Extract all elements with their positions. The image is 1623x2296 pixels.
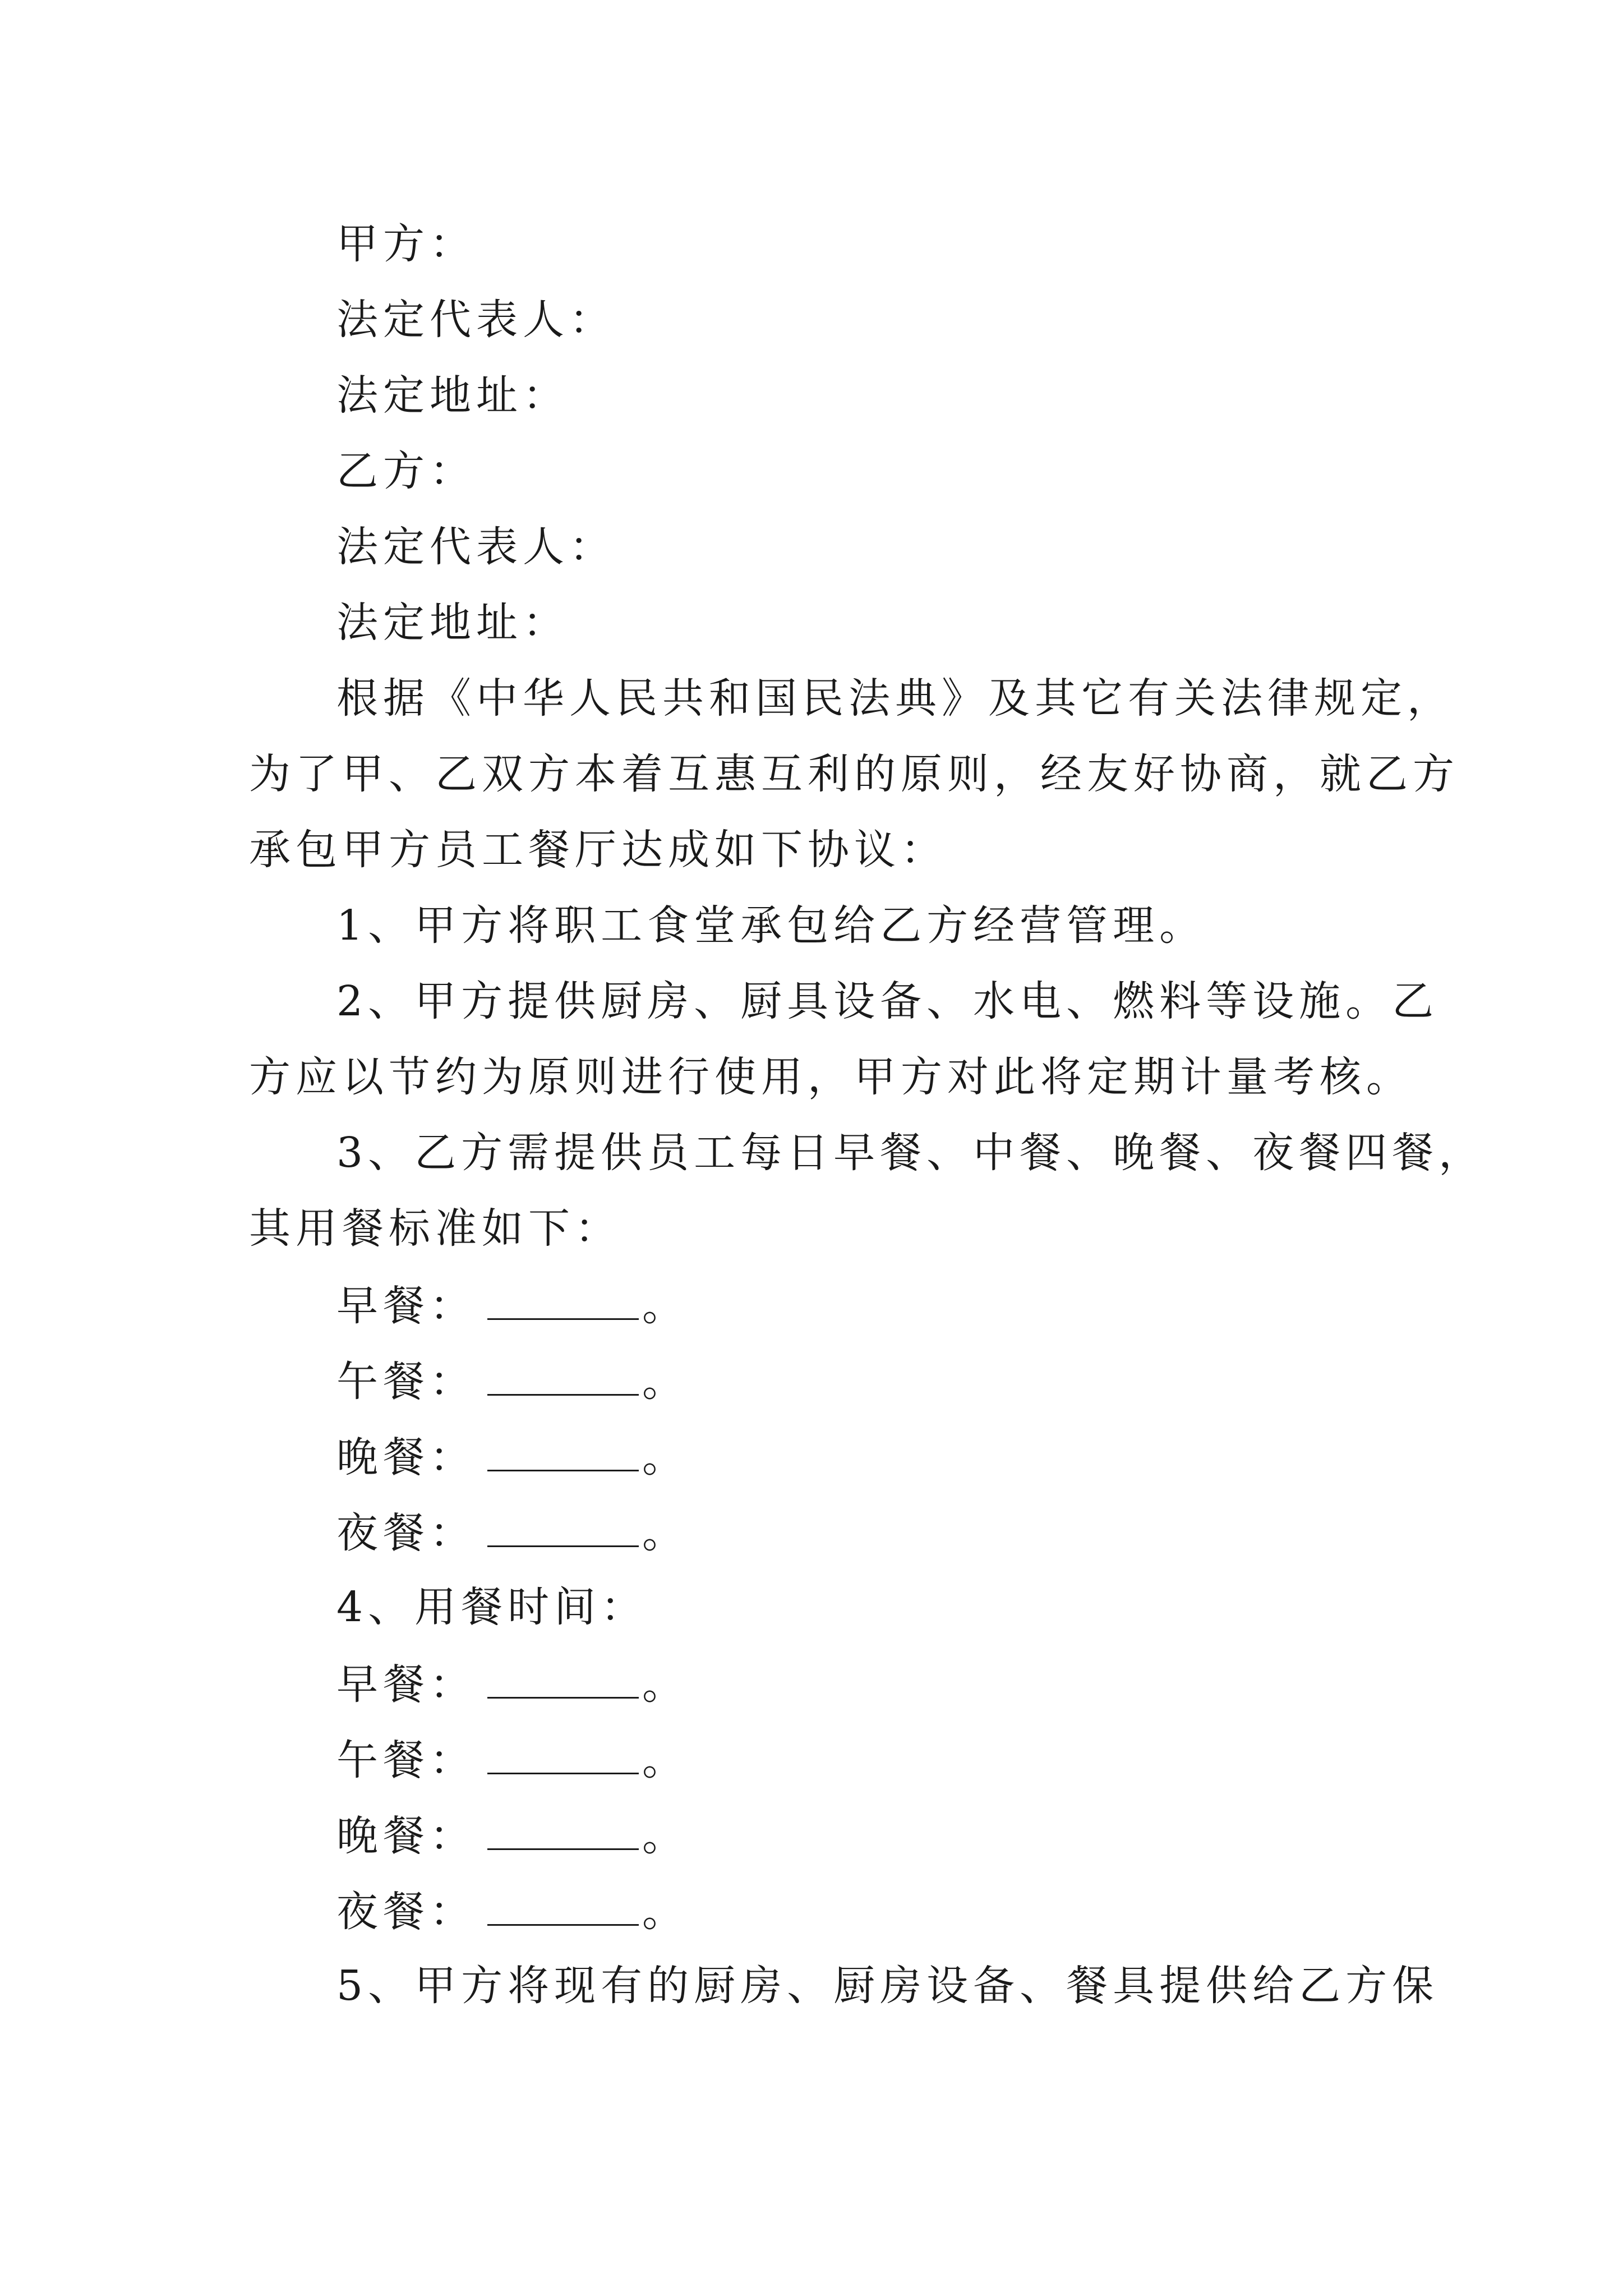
fill-in-blank	[487, 1889, 639, 1926]
preamble-line-2: 为了甲、乙双方本着互惠互利的原则，经友好协商，就乙方	[249, 750, 1459, 798]
line-end: 。	[642, 1358, 689, 1406]
party-b-address: 法定地址：	[336, 599, 569, 647]
line-end: 。	[642, 1736, 689, 1784]
meal-label: 午餐：	[336, 1358, 476, 1406]
clause-3-line-1: 3、乙方需提供员工每日早餐、中餐、晚餐、夜餐四餐，	[336, 1129, 1486, 1177]
fill-in-blank	[487, 1814, 639, 1850]
line-end: 。	[642, 1888, 689, 1936]
meal-standard-dinner	[336, 1433, 689, 1481]
clause-3-line-2: 其用餐标准如下：	[249, 1204, 621, 1253]
fill-in-blank	[487, 1435, 639, 1471]
line-end: 。	[642, 1812, 689, 1860]
meal-label: 早餐：	[336, 1282, 476, 1330]
clause-1: 1、甲方将职工食堂承包给乙方经营管理。	[336, 901, 1206, 950]
preamble-line-3: 承包甲方员工餐厅达成如下协议：	[249, 826, 947, 874]
meal-label: 晚餐：	[336, 1812, 476, 1860]
meal-time-lunch	[336, 1736, 689, 1784]
meal-label: 早餐：	[336, 1660, 476, 1709]
preamble-line-1: 根据《中华人民共和国民法典》及其它有关法律规定，	[336, 674, 1454, 723]
party-a-representative: 法定代表人：	[336, 296, 616, 344]
party-b-representative: 法定代表人：	[336, 523, 616, 571]
fill-in-blank	[487, 1738, 639, 1774]
party-b-label: 乙方：	[336, 447, 476, 495]
meal-time-breakfast	[336, 1660, 689, 1709]
meal-label: 晚餐：	[336, 1433, 476, 1481]
fill-in-blank	[487, 1662, 639, 1699]
party-a-address: 法定地址：	[336, 371, 569, 420]
line-end: 。	[642, 1660, 689, 1709]
meal-time-dinner	[336, 1812, 689, 1860]
line-end: 。	[642, 1509, 689, 1557]
fill-in-blank	[487, 1359, 639, 1396]
meal-label: 夜餐：	[336, 1509, 476, 1557]
clause-2-line-1: 2、甲方提供厨房、厨具设备、水电、燃料等设施。乙	[336, 977, 1439, 1025]
clause-2-line-2: 方应以节约为原则进行使用，甲方对此将定期计量考核。	[249, 1053, 1413, 1101]
meal-standard-breakfast	[336, 1282, 689, 1330]
party-a-label: 甲方：	[336, 220, 476, 268]
meal-label: 午餐：	[336, 1736, 476, 1784]
meal-standard-lunch	[336, 1358, 689, 1406]
clause-5: 5、甲方将现有的厨房、厨房设备、餐具提供给乙方保	[336, 1962, 1439, 2010]
line-end: 。	[642, 1282, 689, 1330]
line-end: 。	[642, 1433, 689, 1481]
clause-4: 4、用餐时间：	[336, 1583, 648, 1631]
fill-in-blank	[487, 1511, 639, 1547]
meal-label: 夜餐：	[336, 1888, 476, 1936]
fill-in-blank	[487, 1283, 639, 1320]
meal-time-night	[336, 1888, 689, 1936]
meal-standard-night	[336, 1509, 689, 1557]
